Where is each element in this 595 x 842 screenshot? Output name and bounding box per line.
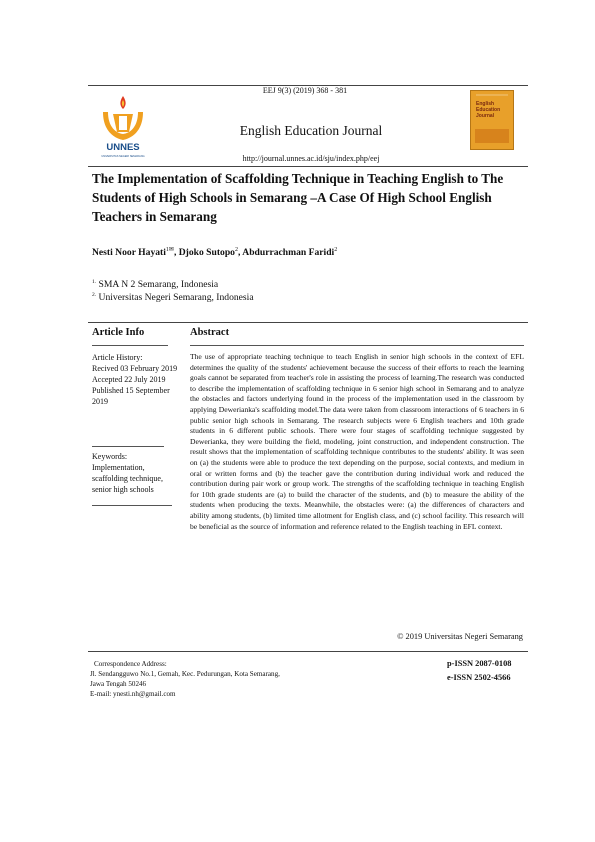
article-title: The Implementation of Scaffolding Technique in Teaching English to The Students of High Schools in Semarang –A Case Of High School English Teachers in Semarang	[92, 171, 504, 224]
correspondence-address-2: Jawa Tengah 50246	[90, 680, 147, 688]
article-info-rule	[92, 345, 168, 346]
correspondence-email[interactable]: E-mail: ynesti.nh@gmail.com	[90, 690, 176, 698]
correspondence-block	[90, 659, 280, 699]
author-sup: 1✉	[165, 247, 174, 253]
published-date: Published 15 September 2019	[92, 386, 170, 406]
abstract-text: The use of appropriate teaching technique to teach English in senior high schools in the context of EFL determines the quality of the students' achievement because the success of their efforts to reach the learning goals cannot be separated from teacher's role in assisting the process of learning.The research was conducted to describe the implementation of scaffolding technique in 6 senior high school in Semarang and to analyze the obstacles and factors underlying found in the process of the implementation used in the classroom by applying Dewerianka's scaffolding model.The data were taken from classroom interactions of 6 teachers in 6 public senior high schools in Semarang. The research subjects were 6 English teachers and 10th grade students in 6 different public schools. There were four stages of scaffolding technique suggested by Dewerianka, they were building the field, modeling, joint construction, and independent construction. The result shows that the implementation of scaffolding technique contributes to the students' ability. It was seen on (a) the students were able to produce the text depending on the purpose, social contexts, and medium in oral or written forms and (b) the teacher gave the contribution during individual work and reduced the contribution during pair work or group work. The strengths of the scaffolding technique in teaching English for 10th grade students are (a) to build the character of the students, and (b) to measure the ability of the students when producing the texts. Meanwhile, the obstacles were: (a) the differences of characters and ability among students, (b) limited time allotment for English class, and (c) school facility. This research will be beneficial as the source of information and reference related to the English teaching in EFL context.	[190, 352, 524, 531]
correspondence-label: Correspondence Address:	[94, 660, 167, 668]
logo-subtext: UNIVERSITAS NEGERI SEMARANG	[101, 155, 145, 158]
accepted-date: Accepted 22 July 2019	[92, 375, 166, 384]
keywords-list: Implementation, scaffolding technique, senior high schools	[92, 463, 163, 494]
copyright: © 2019 Universitas Negeri Semarang	[397, 632, 523, 641]
journal-url[interactable]: http://journal.unnes.ac.id/sju/index.php/eej	[242, 154, 380, 163]
electronic-issn: e-ISSN 2502-4566	[447, 673, 511, 682]
keywords-end-rule	[92, 505, 172, 506]
article-history	[92, 352, 182, 407]
author-sup: 2	[334, 247, 338, 253]
journal-name: English Education Journal	[239, 123, 383, 138]
citation: EEJ 9(3) (2019) 368 - 381	[262, 86, 348, 95]
received-date: Recived 03 February 2019	[92, 364, 178, 373]
journal-cover-image	[470, 90, 514, 150]
history-label: Article History:	[92, 353, 143, 362]
author-name: Nesti Noor Hayati	[92, 247, 166, 259]
logo-text: UNNES	[106, 142, 140, 153]
keywords-label: Keywords:	[92, 452, 128, 461]
cover-title: English Education Journal	[476, 101, 501, 119]
affiliation-2: $^{2.}$ Universitas Negeri Semarang, Indonesia	[92, 292, 254, 304]
author-list: Nesti Noor Hayati$^{1✉}$, Djoko Sutopo$^2$, Abdurrachman Faridi$^2$	[92, 247, 338, 259]
unnes-logo	[93, 92, 153, 160]
header-bottom-rule	[88, 166, 528, 167]
keywords-block	[92, 451, 182, 495]
footer-rule	[88, 651, 528, 652]
author-name: Abdurrachman Faridi	[242, 247, 335, 259]
print-issn: p-ISSN 2087-0108	[447, 659, 512, 668]
abstract-heading: Abstract	[190, 327, 230, 338]
author-name: Djoko Sutopo	[178, 247, 235, 259]
author-sup: 2	[234, 247, 238, 253]
abstract-rule	[190, 345, 524, 346]
correspondence-address-1: Jl. Sendangguwo No.1, Gemah, Kec. Pedurungan, Kota Semarang,	[90, 670, 280, 678]
affiliation-1: $^{1.}$ SMA N 2 Semarang, Indonesia	[92, 279, 219, 291]
section-rule	[88, 322, 528, 323]
keywords-rule	[92, 446, 164, 447]
article-info-heading: Article Info	[92, 327, 145, 338]
